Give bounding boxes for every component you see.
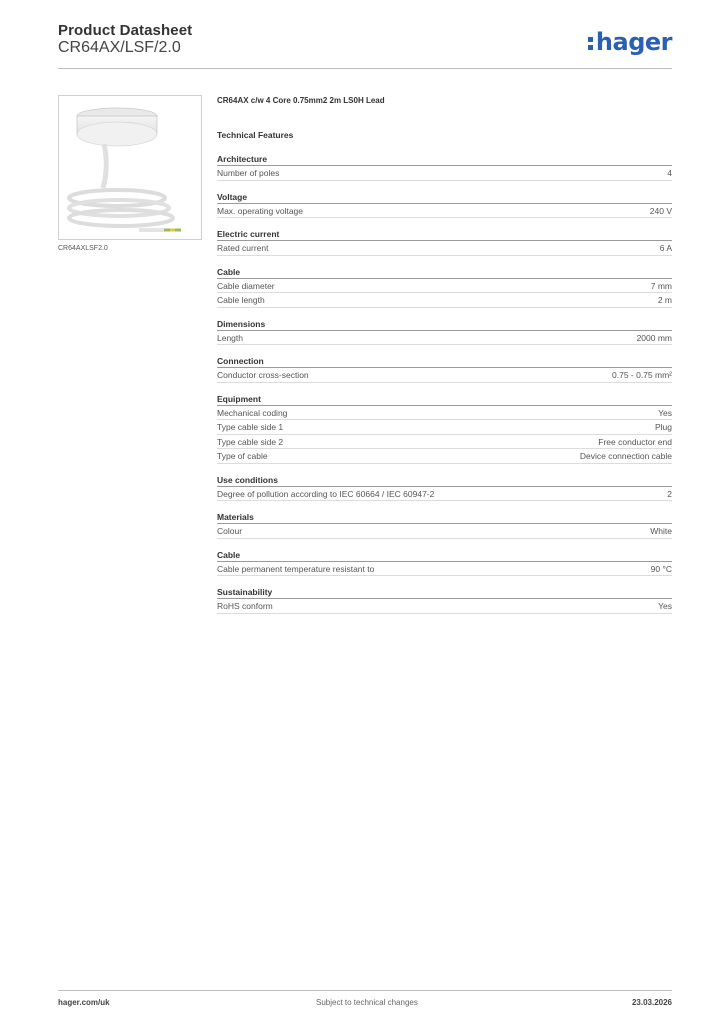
- spec-row: [217, 562, 672, 577]
- spec-value: White: [650, 526, 672, 536]
- spec-value: 2000 mm: [636, 332, 672, 343]
- group-spacer: [217, 539, 672, 549]
- spec-row: [217, 331, 672, 346]
- group-title: Connection: [217, 356, 672, 368]
- footer-divider: [58, 990, 672, 991]
- feature-group: [217, 192, 672, 219]
- feature-group: [217, 267, 672, 308]
- footer-notice: Subject to technical changes: [316, 998, 418, 1007]
- group-title: Cable: [217, 267, 672, 279]
- spec-row: [217, 166, 672, 181]
- spec-row: [217, 487, 672, 502]
- spec-label: Number of poles: [217, 168, 280, 178]
- spec-row: [217, 524, 672, 539]
- spec-row: [217, 406, 672, 421]
- spec-label: Cable length: [217, 295, 265, 305]
- spec-value: 240 V: [649, 205, 672, 216]
- spec-value: Plug: [654, 422, 672, 432]
- spec-value: 0.75 - 0.75 mm²: [612, 370, 672, 380]
- spec-value: 2: [667, 488, 672, 499]
- spec-value: Yes: [658, 601, 672, 611]
- spec-value: 7 mm: [650, 280, 672, 291]
- spec-value: Free conductor end: [598, 436, 672, 447]
- spec-row: [217, 293, 672, 308]
- group-title: Electric current: [217, 229, 672, 241]
- image-caption: CR64AXLSF2.0: [58, 245, 108, 252]
- header-divider: [58, 68, 672, 69]
- feature-group: [217, 475, 672, 502]
- spec-value: 6 A: [659, 243, 672, 253]
- datasheet-content: [217, 95, 672, 614]
- footer-website-link[interactable]: hager.com/uk: [58, 998, 110, 1007]
- group-spacer: [217, 308, 672, 318]
- spec-value: 2 m: [657, 295, 672, 305]
- spec-label: Cable permanent temperature resistant to: [217, 563, 375, 574]
- spec-row: [217, 420, 672, 435]
- spec-label: Length: [217, 332, 243, 343]
- document-title: Product Datasheet: [58, 22, 193, 39]
- group-title: Use conditions: [217, 475, 672, 487]
- spec-label: Type cable side 1: [217, 422, 284, 432]
- group-title: Materials: [217, 512, 672, 524]
- group-spacer: [217, 501, 672, 511]
- spec-value: 4: [667, 168, 672, 178]
- spec-label: Mechanical coding: [217, 407, 288, 418]
- spec-value: Yes: [658, 407, 672, 418]
- logo-text: hager: [595, 28, 672, 56]
- feature-group: [217, 319, 672, 346]
- spec-row: [217, 368, 672, 383]
- feature-group: [217, 587, 672, 614]
- group-title: Voltage: [217, 192, 672, 204]
- spec-row: [217, 279, 672, 294]
- product-name: CR64AX c/w 4 Core 0.75mm2 2m LS0H Lead: [217, 96, 385, 105]
- feature-group: [217, 394, 672, 464]
- spec-label: Colour: [217, 526, 243, 536]
- spec-label: Max. operating voltage: [217, 205, 303, 216]
- spec-row: [217, 241, 672, 256]
- spec-row: [217, 435, 672, 450]
- spec-label: Degree of pollution according to IEC 60664 / IEC 60947-2: [217, 488, 435, 499]
- group-spacer: [217, 576, 672, 586]
- spec-label: Type cable side 2: [217, 436, 284, 447]
- spec-value: 90 °C: [650, 563, 672, 574]
- hager-logo: [588, 28, 672, 56]
- spec-label: RoHS conform: [217, 601, 273, 611]
- ceiling-rose-with-coiled-lead-icon: [59, 96, 202, 240]
- feature-groups: [217, 154, 672, 614]
- spec-label: Conductor cross-section: [217, 370, 309, 380]
- group-title: Sustainability: [217, 587, 672, 599]
- group-spacer: [217, 218, 672, 228]
- feature-group: [217, 512, 672, 539]
- group-spacer: [217, 464, 672, 474]
- feature-group: [217, 229, 672, 256]
- feature-group: [217, 356, 672, 383]
- spec-label: Cable diameter: [217, 280, 275, 291]
- group-title: Dimensions: [217, 319, 672, 331]
- spec-row: [217, 599, 672, 614]
- group-title: Cable: [217, 550, 672, 562]
- feature-group: [217, 550, 672, 577]
- group-title: Architecture: [217, 154, 672, 166]
- spec-row: [217, 449, 672, 464]
- technical-features-heading: Technical Features: [217, 130, 294, 140]
- logo-colon-icon: [588, 35, 594, 51]
- feature-group: [217, 154, 672, 181]
- spec-label: Type of cable: [217, 451, 268, 461]
- group-spacer: [217, 256, 672, 266]
- product-image: [58, 95, 202, 240]
- page-footer: [58, 998, 672, 1012]
- group-spacer: [217, 383, 672, 393]
- spec-value: Device connection cable: [579, 451, 672, 461]
- product-reference: CR64AX/LSF/2.0: [58, 39, 181, 56]
- group-spacer: [217, 345, 672, 355]
- footer-date: 23.03.2026: [631, 998, 672, 1007]
- group-spacer: [217, 181, 672, 191]
- spec-label: Rated current: [217, 243, 269, 253]
- page-header: [58, 22, 672, 70]
- group-title: Equipment: [217, 394, 672, 406]
- spec-row: [217, 204, 672, 219]
